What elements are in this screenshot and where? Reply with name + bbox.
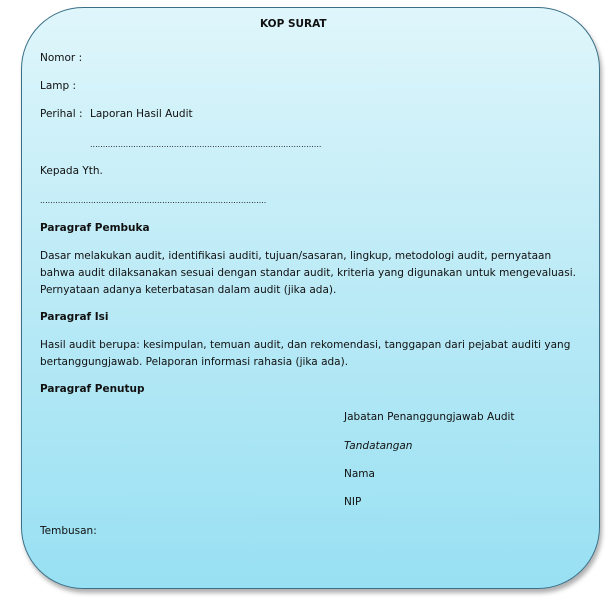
letter-title: KOP SURAT	[260, 18, 327, 30]
isi-paragraph: Hasil audit berupa: kesimpulan, temuan audit, dan rekomendasi, tanggapan dari pejabat auditi yang bertanggungjawab. Pelaporan informasi rahasia (jika ada).	[40, 339, 571, 368]
penutup-heading: Paragraf Penutup	[40, 383, 145, 395]
kepada-dotted-line: .........................................................................................	[40, 196, 267, 205]
kepada-label: Kepada Yth.	[40, 165, 103, 177]
tembusan-label: Tembusan:	[40, 525, 97, 537]
jabatan-label: Jabatan Penanggungjawab Audit	[344, 411, 515, 423]
nama-label: Nama	[344, 468, 375, 480]
perihal-dotted-line: ...........................................................................................	[90, 140, 322, 149]
nomor-label: Nomor :	[40, 52, 83, 64]
pembuka-heading: Paragraf Pembuka	[40, 222, 150, 234]
pembuka-paragraph: Dasar melakukan audit, identifikasi auditi, tujuan/sasaran, lingkup, metodologi audit, pernyataan bahwa audit dilaksanakan sesuai dengan standar audit, kriteria yang digunakan untuk mengevaluasi. Pernyataan adanya keterbatasan dalam audit (jika ada).	[40, 250, 576, 296]
nip-label: NIP	[344, 496, 362, 508]
lamp-label: Lamp :	[40, 80, 77, 92]
isi-heading: Paragraf Isi	[40, 311, 109, 323]
tandatangan-label: Tandatangan	[344, 440, 413, 452]
perihal-value: Laporan Hasil Audit	[90, 108, 193, 120]
perihal-label: Perihal :	[40, 108, 83, 120]
